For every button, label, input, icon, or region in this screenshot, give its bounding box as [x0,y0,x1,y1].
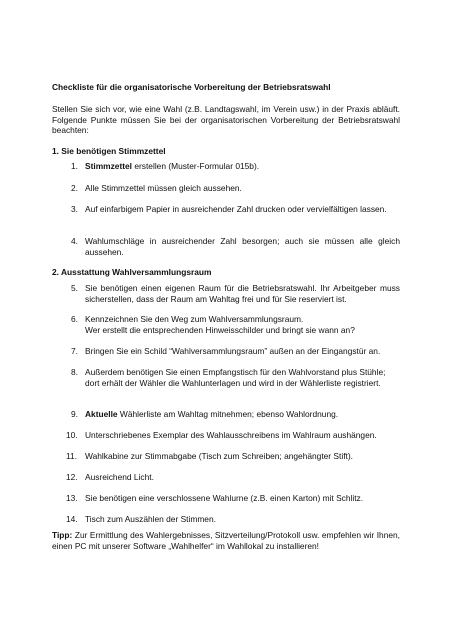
item-line-1: Außerdem benötigen Sie einen Empfangstisch für den Wahlvorstand plus Stühle; [85,367,386,377]
item-number: 10. [66,430,78,440]
item-number: 12. [66,472,78,482]
item-text: Alle Stimmzettel müssen gleich aussehen. [85,183,242,193]
item-number: 6. [71,314,78,324]
item-line-1: Kennzeichnen Sie den Weg zum Wahlversammlungsraum. [85,314,304,324]
item-text: Wahlumschläge in ausreichender Zahl besorgen; auch sie müssen alle gleich aussehen. [85,236,400,257]
item-number: 1. [71,161,78,171]
item-text: Ausreichend Licht. [85,472,154,482]
item-number: 9. [71,409,78,419]
item-bold-text: Stimmzettel [85,161,133,171]
item-line-2: dort erhält der Wähler die Wahlunterlagen und wird in der Wählerliste registriert. [85,377,381,388]
item-text: Tisch zum Auszählen der Stimmen. [85,514,216,524]
item-number: 4. [71,236,78,246]
item-number: 7. [71,346,78,356]
item-number: 14. [66,514,78,524]
tipp-paragraph [52,530,400,551]
item-text [85,314,400,335]
item-text: Unterschriebenes Exemplar des Wahlausschreibens im Wahlraum aushängen. [85,430,377,440]
item-text: Sie benötigen eine verschlossene Wahlurne (z.B. einen Karton) mit Schlitz. [85,493,364,503]
intro-paragraph: Stellen Sie sich vor, wie eine Wahl (z.B. Landtagswahl, im Verein usw.) in der Praxis abläuft. Folgende Punkte müssen Sie bei der organisatorischen Vorbereitung der Betriebsratswahl beachten: [52,104,400,136]
tipp-label: Tipp: [52,530,73,540]
item-number: 2. [71,183,78,193]
item-text: Auf einfarbigem Papier in ausreichender Zahl drucken oder vervielfältigen lassen. [85,204,387,214]
item-number: 13. [66,493,78,503]
item-number: 3. [71,204,78,214]
section-1-heading: 1. Sie benötigen Stimmzettel [52,146,166,156]
item-text: Sie benötigen einen eigenen Raum für die Betriebsratswahl. Ihr Arbeitgeber muss sicherstellen, dass der Raum am Wahltag frei und für Sie reserviert ist. [85,283,400,304]
item-text [85,367,400,388]
item-line-2: Wer erstellt die entsprechenden Hinweisschilder und bringt sie wann an? [85,324,355,335]
item-text: Wahlkabine zur Stimmabgabe (Tisch zum Schreiben; angehängter Stift). [85,451,353,461]
item-number: 11. [66,451,78,461]
item-rest-text: erstellen (Muster-Formular 015b). [132,161,260,171]
item-text [85,161,400,172]
tipp-text: Zur Ermittlung des Wahlergebnisses, Sitzverteilung/Protokoll usw. empfehlen wir Ihnen, einen PC mit unserer Software „Wahlhelfer“ im Wahllokal zu installieren! [52,530,400,551]
item-number: 8. [71,367,78,377]
item-number: 5. [71,283,78,293]
item-bold-text: Aktuelle [85,409,118,419]
item-text: Bringen Sie ein Schild “Wahlversammlungsraum” außen an der Eingangstür an. [85,346,381,356]
item-text [85,409,400,420]
page-title: Checkliste für die organisatorische Vorbereitung der Betriebsratswahl [52,82,331,92]
section-2-heading: 2. Ausstattung Wahlversammlungsraum [52,267,212,277]
item-rest-text: Wählerliste am Wahltag mitnehmen; ebenso Wahlordnung. [117,409,339,419]
